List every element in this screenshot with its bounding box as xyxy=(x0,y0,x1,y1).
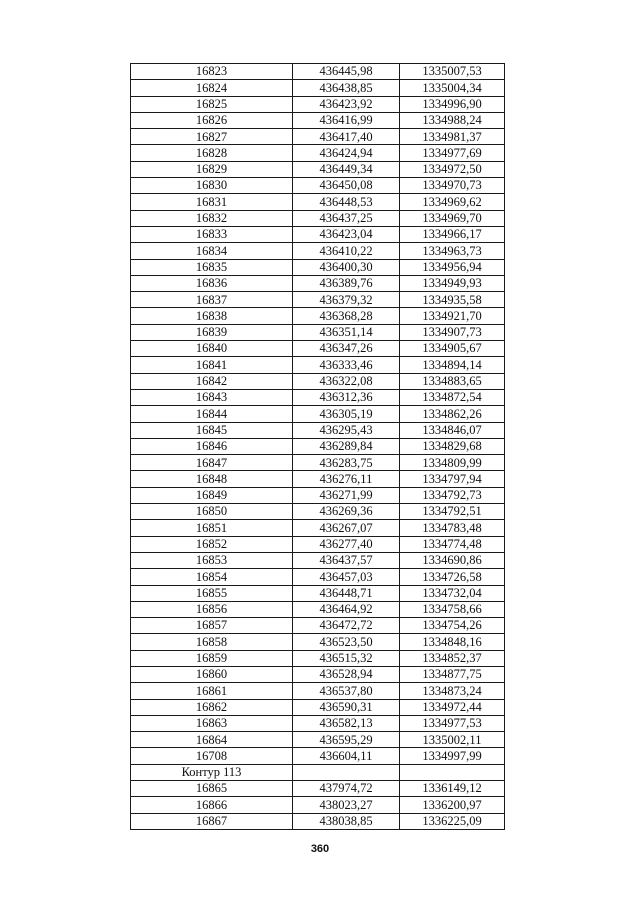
x-coordinate-cell: 436582,13 xyxy=(293,715,400,731)
y-coordinate-cell: 1334732,04 xyxy=(400,585,505,601)
y-coordinate-cell: 1334977,53 xyxy=(400,715,505,731)
x-coordinate-cell: 436457,03 xyxy=(293,569,400,585)
page-number: 360 xyxy=(310,843,330,855)
x-coordinate-cell: 436448,71 xyxy=(293,585,400,601)
table-row xyxy=(131,112,505,128)
table-row xyxy=(131,226,505,242)
x-coordinate-cell: 436283,75 xyxy=(293,455,400,471)
x-coordinate-cell: 436450,08 xyxy=(293,178,400,194)
point-number-cell: 16858 xyxy=(131,634,293,650)
table-row xyxy=(131,96,505,112)
point-number-cell: 16827 xyxy=(131,129,293,145)
table-row xyxy=(131,683,505,699)
y-coordinate-cell: 1334797,94 xyxy=(400,471,505,487)
x-coordinate-cell: 436537,80 xyxy=(293,683,400,699)
y-coordinate-cell: 1334690,86 xyxy=(400,552,505,568)
table-row xyxy=(131,520,505,536)
table-row xyxy=(131,618,505,634)
x-coordinate-cell: 436423,92 xyxy=(293,96,400,112)
point-number-cell: 16848 xyxy=(131,471,293,487)
point-number-cell: 16849 xyxy=(131,487,293,503)
table-row xyxy=(131,504,505,520)
x-coordinate-cell: 436423,04 xyxy=(293,226,400,242)
y-coordinate-cell: 1334873,24 xyxy=(400,683,505,699)
point-number-cell: 16831 xyxy=(131,194,293,210)
table-row xyxy=(131,259,505,275)
table-row xyxy=(131,748,505,764)
x-coordinate-cell: 436595,29 xyxy=(293,732,400,748)
table-row xyxy=(131,324,505,340)
point-number-cell: 16846 xyxy=(131,438,293,454)
point-number-cell: 16845 xyxy=(131,422,293,438)
point-number-cell: 16825 xyxy=(131,96,293,112)
y-coordinate-cell: 1334848,16 xyxy=(400,634,505,650)
point-number-cell: 16863 xyxy=(131,715,293,731)
y-coordinate-cell: 1334758,66 xyxy=(400,601,505,617)
y-coordinate-cell: 1334921,70 xyxy=(400,308,505,324)
x-coordinate-cell: 436528,94 xyxy=(293,666,400,682)
y-coordinate-cell: 1334726,58 xyxy=(400,569,505,585)
y-coordinate-cell: 1334907,73 xyxy=(400,324,505,340)
table-row xyxy=(131,292,505,308)
y-coordinate-cell: 1334829,68 xyxy=(400,438,505,454)
y-coordinate-cell: 1334774,48 xyxy=(400,536,505,552)
table-row xyxy=(131,585,505,601)
point-number-cell: 16860 xyxy=(131,666,293,682)
y-coordinate-cell: 1334997,99 xyxy=(400,748,505,764)
table-row xyxy=(131,129,505,145)
table-row xyxy=(131,357,505,373)
table-row xyxy=(131,650,505,666)
table-row xyxy=(131,145,505,161)
y-coordinate-cell: 1334754,26 xyxy=(400,618,505,634)
table-row xyxy=(131,308,505,324)
table-row xyxy=(131,715,505,731)
y-coordinate-cell: 1334996,90 xyxy=(400,96,505,112)
y-coordinate-cell: 1334966,17 xyxy=(400,226,505,242)
point-number-cell: 16824 xyxy=(131,80,293,96)
y-coordinate-cell: 1336225,09 xyxy=(400,813,505,829)
point-number-cell: 16859 xyxy=(131,650,293,666)
table-row xyxy=(131,569,505,585)
point-number-cell: 16823 xyxy=(131,64,293,80)
point-number-cell: 16862 xyxy=(131,699,293,715)
x-coordinate-cell: 438023,27 xyxy=(293,797,400,813)
x-coordinate-cell: 437974,72 xyxy=(293,781,400,797)
point-number-cell: 16864 xyxy=(131,732,293,748)
point-number-cell: 16840 xyxy=(131,341,293,357)
table-row xyxy=(131,341,505,357)
y-coordinate-cell: 1334783,48 xyxy=(400,520,505,536)
coordinates-table xyxy=(130,63,505,830)
x-coordinate-cell: 436464,92 xyxy=(293,601,400,617)
y-coordinate-cell: 1334877,75 xyxy=(400,666,505,682)
table-row xyxy=(131,161,505,177)
table-row xyxy=(131,732,505,748)
table-row xyxy=(131,406,505,422)
x-coordinate-cell: 436472,72 xyxy=(293,618,400,634)
table-row xyxy=(131,455,505,471)
x-coordinate-cell: 436267,07 xyxy=(293,520,400,536)
point-number-cell: 16830 xyxy=(131,178,293,194)
point-number-cell: 16852 xyxy=(131,536,293,552)
x-coordinate-cell: 436515,32 xyxy=(293,650,400,666)
point-number-cell: 16854 xyxy=(131,569,293,585)
point-number-cell: 16857 xyxy=(131,618,293,634)
y-coordinate-cell: 1334963,73 xyxy=(400,243,505,259)
x-coordinate-cell: 436438,85 xyxy=(293,80,400,96)
x-coordinate-cell: 436410,22 xyxy=(293,243,400,259)
table-row xyxy=(131,422,505,438)
y-coordinate-cell: 1334970,73 xyxy=(400,178,505,194)
point-number-cell: 16838 xyxy=(131,308,293,324)
y-coordinate-cell: 1336200,97 xyxy=(400,797,505,813)
y-coordinate-cell: 1334905,67 xyxy=(400,341,505,357)
x-coordinate-cell: 436449,34 xyxy=(293,161,400,177)
y-coordinate-cell: 1334977,69 xyxy=(400,145,505,161)
point-number-cell: 16829 xyxy=(131,161,293,177)
y-coordinate-cell: 1334846,07 xyxy=(400,422,505,438)
point-number-cell: Контур 113 xyxy=(131,764,293,780)
y-coordinate-cell: 1334792,51 xyxy=(400,504,505,520)
point-number-cell: 16850 xyxy=(131,504,293,520)
x-coordinate-cell: 436305,19 xyxy=(293,406,400,422)
x-coordinate-cell: 436368,28 xyxy=(293,308,400,324)
table-row xyxy=(131,373,505,389)
x-coordinate-cell: 436416,99 xyxy=(293,112,400,128)
x-coordinate-cell: 436271,99 xyxy=(293,487,400,503)
table-row xyxy=(131,634,505,650)
point-number-cell: 16832 xyxy=(131,210,293,226)
x-coordinate-cell: 436424,94 xyxy=(293,145,400,161)
y-coordinate-cell: 1334988,24 xyxy=(400,112,505,128)
x-coordinate-cell: 436322,08 xyxy=(293,373,400,389)
x-coordinate-cell: 436312,36 xyxy=(293,389,400,405)
y-coordinate-cell: 1334972,44 xyxy=(400,699,505,715)
point-number-cell: 16856 xyxy=(131,601,293,617)
y-coordinate-cell: 1335004,34 xyxy=(400,80,505,96)
x-coordinate-cell: 436590,31 xyxy=(293,699,400,715)
point-number-cell: 16865 xyxy=(131,781,293,797)
table-row xyxy=(131,797,505,813)
table-row xyxy=(131,666,505,682)
y-coordinate-cell: 1334792,73 xyxy=(400,487,505,503)
point-number-cell: 16841 xyxy=(131,357,293,373)
point-number-cell: 16839 xyxy=(131,324,293,340)
x-coordinate-cell xyxy=(293,764,400,780)
table-row xyxy=(131,80,505,96)
x-coordinate-cell: 436437,25 xyxy=(293,210,400,226)
x-coordinate-cell: 436389,76 xyxy=(293,275,400,291)
point-number-cell: 16855 xyxy=(131,585,293,601)
x-coordinate-cell: 436347,26 xyxy=(293,341,400,357)
point-number-cell: 16835 xyxy=(131,259,293,275)
point-number-cell: 16833 xyxy=(131,226,293,242)
x-coordinate-cell: 436437,57 xyxy=(293,552,400,568)
point-number-cell: 16847 xyxy=(131,455,293,471)
point-number-cell: 16836 xyxy=(131,275,293,291)
table-row xyxy=(131,487,505,503)
y-coordinate-cell: 1335002,11 xyxy=(400,732,505,748)
y-coordinate-cell: 1335007,53 xyxy=(400,64,505,80)
point-number-cell: 16867 xyxy=(131,813,293,829)
point-number-cell: 16708 xyxy=(131,748,293,764)
x-coordinate-cell: 436604,11 xyxy=(293,748,400,764)
x-coordinate-cell: 436289,84 xyxy=(293,438,400,454)
y-coordinate-cell: 1334935,58 xyxy=(400,292,505,308)
y-coordinate-cell: 1334883,65 xyxy=(400,373,505,389)
y-coordinate-cell: 1336149,12 xyxy=(400,781,505,797)
x-coordinate-cell: 436400,30 xyxy=(293,259,400,275)
table-row xyxy=(131,243,505,259)
y-coordinate-cell: 1334969,70 xyxy=(400,210,505,226)
table-row xyxy=(131,194,505,210)
x-coordinate-cell: 436333,46 xyxy=(293,357,400,373)
table-row xyxy=(131,389,505,405)
x-coordinate-cell: 436269,36 xyxy=(293,504,400,520)
table-row xyxy=(131,781,505,797)
point-number-cell: 16843 xyxy=(131,389,293,405)
table-row xyxy=(131,438,505,454)
table-row xyxy=(131,536,505,552)
y-coordinate-cell: 1334809,99 xyxy=(400,455,505,471)
coordinates-table-body xyxy=(131,64,505,830)
table-row xyxy=(131,552,505,568)
y-coordinate-cell: 1334949,93 xyxy=(400,275,505,291)
x-coordinate-cell: 436351,14 xyxy=(293,324,400,340)
point-number-cell: 16866 xyxy=(131,797,293,813)
y-coordinate-cell: 1334972,50 xyxy=(400,161,505,177)
x-coordinate-cell: 436379,32 xyxy=(293,292,400,308)
x-coordinate-cell: 436276,11 xyxy=(293,471,400,487)
point-number-cell: 16851 xyxy=(131,520,293,536)
x-coordinate-cell: 436523,50 xyxy=(293,634,400,650)
point-number-cell: 16842 xyxy=(131,373,293,389)
point-number-cell: 16861 xyxy=(131,683,293,699)
y-coordinate-cell: 1334862,26 xyxy=(400,406,505,422)
table-row xyxy=(131,601,505,617)
y-coordinate-cell: 1334969,62 xyxy=(400,194,505,210)
table-row xyxy=(131,764,505,780)
table-row xyxy=(131,699,505,715)
table-row xyxy=(131,275,505,291)
x-coordinate-cell: 436448,53 xyxy=(293,194,400,210)
point-number-cell: 16826 xyxy=(131,112,293,128)
y-coordinate-cell xyxy=(400,764,505,780)
x-coordinate-cell: 436295,43 xyxy=(293,422,400,438)
x-coordinate-cell: 436445,98 xyxy=(293,64,400,80)
table-row xyxy=(131,471,505,487)
point-number-cell: 16828 xyxy=(131,145,293,161)
y-coordinate-cell: 1334894,14 xyxy=(400,357,505,373)
y-coordinate-cell: 1334872,54 xyxy=(400,389,505,405)
point-number-cell: 16837 xyxy=(131,292,293,308)
table-row xyxy=(131,178,505,194)
x-coordinate-cell: 438038,85 xyxy=(293,813,400,829)
y-coordinate-cell: 1334852,37 xyxy=(400,650,505,666)
y-coordinate-cell: 1334956,94 xyxy=(400,259,505,275)
x-coordinate-cell: 436417,40 xyxy=(293,129,400,145)
point-number-cell: 16834 xyxy=(131,243,293,259)
table-row xyxy=(131,210,505,226)
x-coordinate-cell: 436277,40 xyxy=(293,536,400,552)
point-number-cell: 16853 xyxy=(131,552,293,568)
point-number-cell: 16844 xyxy=(131,406,293,422)
y-coordinate-cell: 1334981,37 xyxy=(400,129,505,145)
table-row xyxy=(131,813,505,829)
table-row xyxy=(131,64,505,80)
